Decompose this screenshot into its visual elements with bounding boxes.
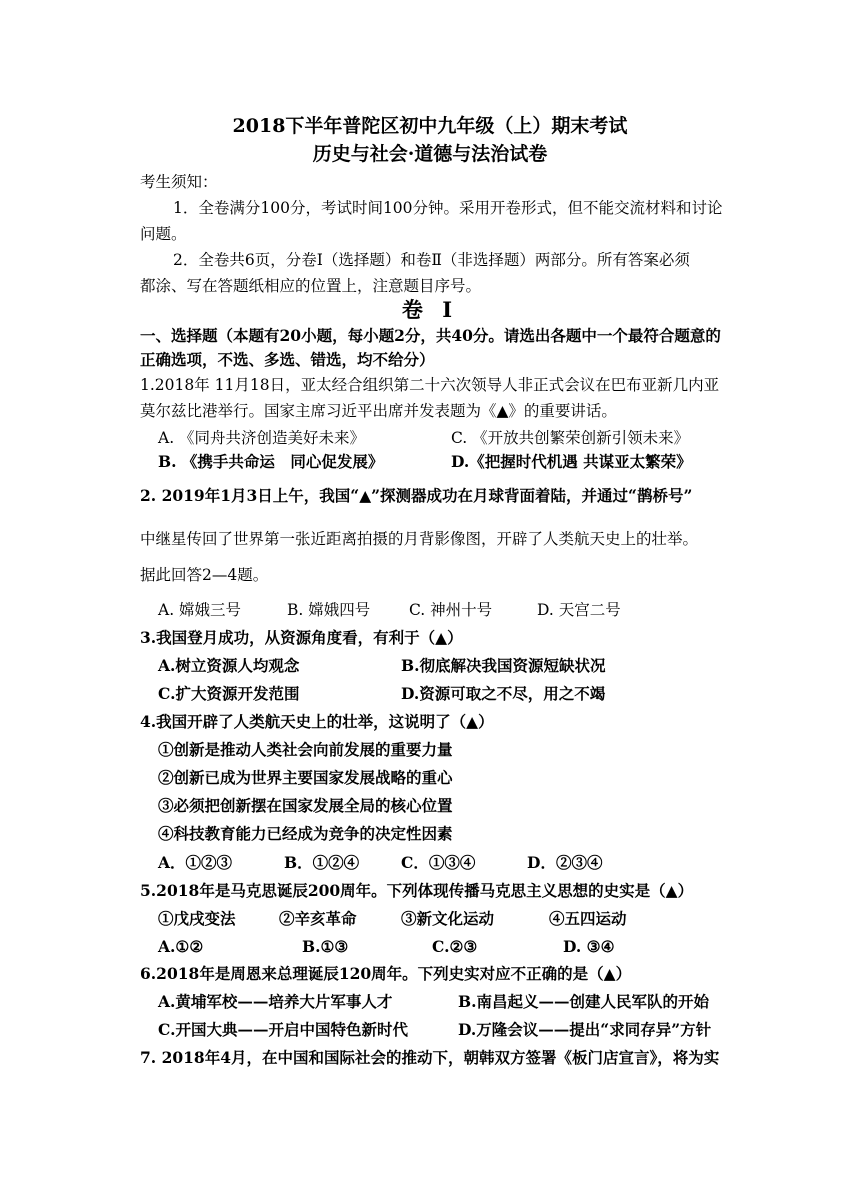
q4-option-c: C．①③④ [401, 853, 476, 872]
q1-stem: 1.2018年 11月18日，亚太经合组织第二十六次领导人非正式会议在巴布亚新几内亚 [140, 376, 720, 394]
q1-option-a: A. 《同舟共济创造美好未来》 [158, 429, 366, 447]
q2-option-a: A. 嫦娥三号 [158, 601, 242, 619]
q1-option-c: C. 《开放共创繁荣创新引领未来》 [451, 429, 690, 447]
q2-option-d: D. 天宫二号 [537, 601, 621, 619]
q4-option-d: D．②③④ [527, 853, 603, 872]
q6-option-b: B.南昌起义——创建人民军队的开始 [458, 992, 709, 1011]
notice-item-2-cont: 都涂、写在答题纸相应的位置上，注意题目序号。 [140, 277, 482, 295]
q4-option-a: A．①②③ [158, 853, 233, 872]
q5-statement-3: ③新文化运动 [401, 909, 495, 928]
q4-statement-3: ③必须把创新摆在国家发展全局的核心位置 [158, 796, 453, 815]
q2-instruction: 据此回答2—4题。 [140, 566, 269, 584]
q6-option-a: A.黄埔军校——培养大片军事人才 [158, 992, 393, 1011]
notice-item-1: 1．全卷满分100分，考试时间100分钟。采用开卷形式，但不能交流材料和讨论 [173, 199, 723, 217]
exam-title-line1: 2018下半年普陀区初中九年级（上）期末考试 [232, 115, 628, 137]
q1-option-d: D.《把握时代机遇 共谋亚太繁荣》 [451, 452, 692, 471]
q1-option-b: B. 《携手共命运 同心促发展》 [158, 452, 384, 471]
q4-statement-4: ④科技教育能力已经成为竞争的决定性因素 [158, 824, 453, 843]
q3-option-b: B.彻底解决我国资源短缺状况 [401, 656, 606, 675]
q5-statement-1: ①戊戌变法 [158, 909, 236, 928]
q4-statement-1: ①创新是推动人类社会向前发展的重要力量 [158, 740, 453, 759]
q3-option-d: D.资源可取之不尽，用之不竭 [401, 684, 606, 703]
exam-title-line2: 历史与社会·道德与法治试卷 [312, 143, 548, 165]
q4-stem: 4.我国开辟了人类航天史上的壮举，这说明了（▲） [140, 712, 494, 731]
q5-stem: 5.2018年是马克思诞辰200周年。下列体现传播马克思主义思想的史实是（▲） [140, 881, 694, 900]
q2-option-c: C. 神州十号 [409, 601, 493, 619]
volume-heading: 卷 Ⅰ [401, 297, 459, 322]
q6-stem: 6.2018年是周恩来总理诞辰120周年。下列史实对应不正确的是（▲） [140, 964, 632, 983]
q5-statement-2: ②辛亥革命 [279, 909, 357, 928]
q4-statement-2: ②创新已成为世界主要国家发展战略的重心 [158, 768, 453, 787]
q3-option-c: C.扩大资源开发范围 [158, 684, 300, 703]
q6-option-c: C.开国大典——开启中国特色新时代 [158, 1020, 408, 1039]
q4-option-b: B．①②④ [284, 853, 360, 872]
q3-option-a: A.树立资源人均观念 [158, 656, 300, 675]
q5-option-c: C.②③ [432, 937, 478, 956]
q6-option-d: D.万隆会议——提出“求同存异”方针 [458, 1020, 712, 1039]
q5-option-a: A.①② [158, 937, 204, 956]
q3-stem: 3.我国登月成功，从资源角度看，有利于（▲） [140, 628, 463, 647]
notice-item-1-cont: 问题。 [140, 225, 187, 243]
q2-option-b: B. 嫦娥四号 [287, 601, 371, 619]
q7-stem: 7. 2018年4月，在中国和国际社会的推动下，朝韩双方签署《板门店宣言》，将为实 [140, 1048, 720, 1067]
notice-heading: 考生须知： [140, 173, 218, 191]
section-1-instructions: 一、选择题（本题有20小题，每小题2分，共40分。请选出各题中一个最符合题意的 [140, 326, 721, 345]
q1-stem-cont: 莫尔兹比港举行。国家主席习近平出席并发表题为《▲》的重要讲话。 [140, 402, 617, 420]
q5-option-d: D. ③④ [563, 937, 615, 956]
notice-item-2: 2．全卷共6页，分卷Ⅰ（选择题）和卷Ⅱ（非选择题）两部分。所有答案必须 [173, 251, 690, 269]
q5-option-b: B.①③ [302, 937, 349, 956]
q5-statement-4: ④五四运动 [549, 909, 627, 928]
section-1-instructions-cont: 正确选项，不选、多选、错选，均不给分） [140, 350, 435, 369]
q2-stem: 2. 2019年1月3日上午，我国“▲”探测器成功在月球背面着陆，并通过“鹊桥号” [140, 486, 693, 505]
q2-stem-cont: 中继星传回了世界第一张近距离拍摄的月背影像图，开辟了人类航天史上的壮举。 [140, 530, 699, 548]
